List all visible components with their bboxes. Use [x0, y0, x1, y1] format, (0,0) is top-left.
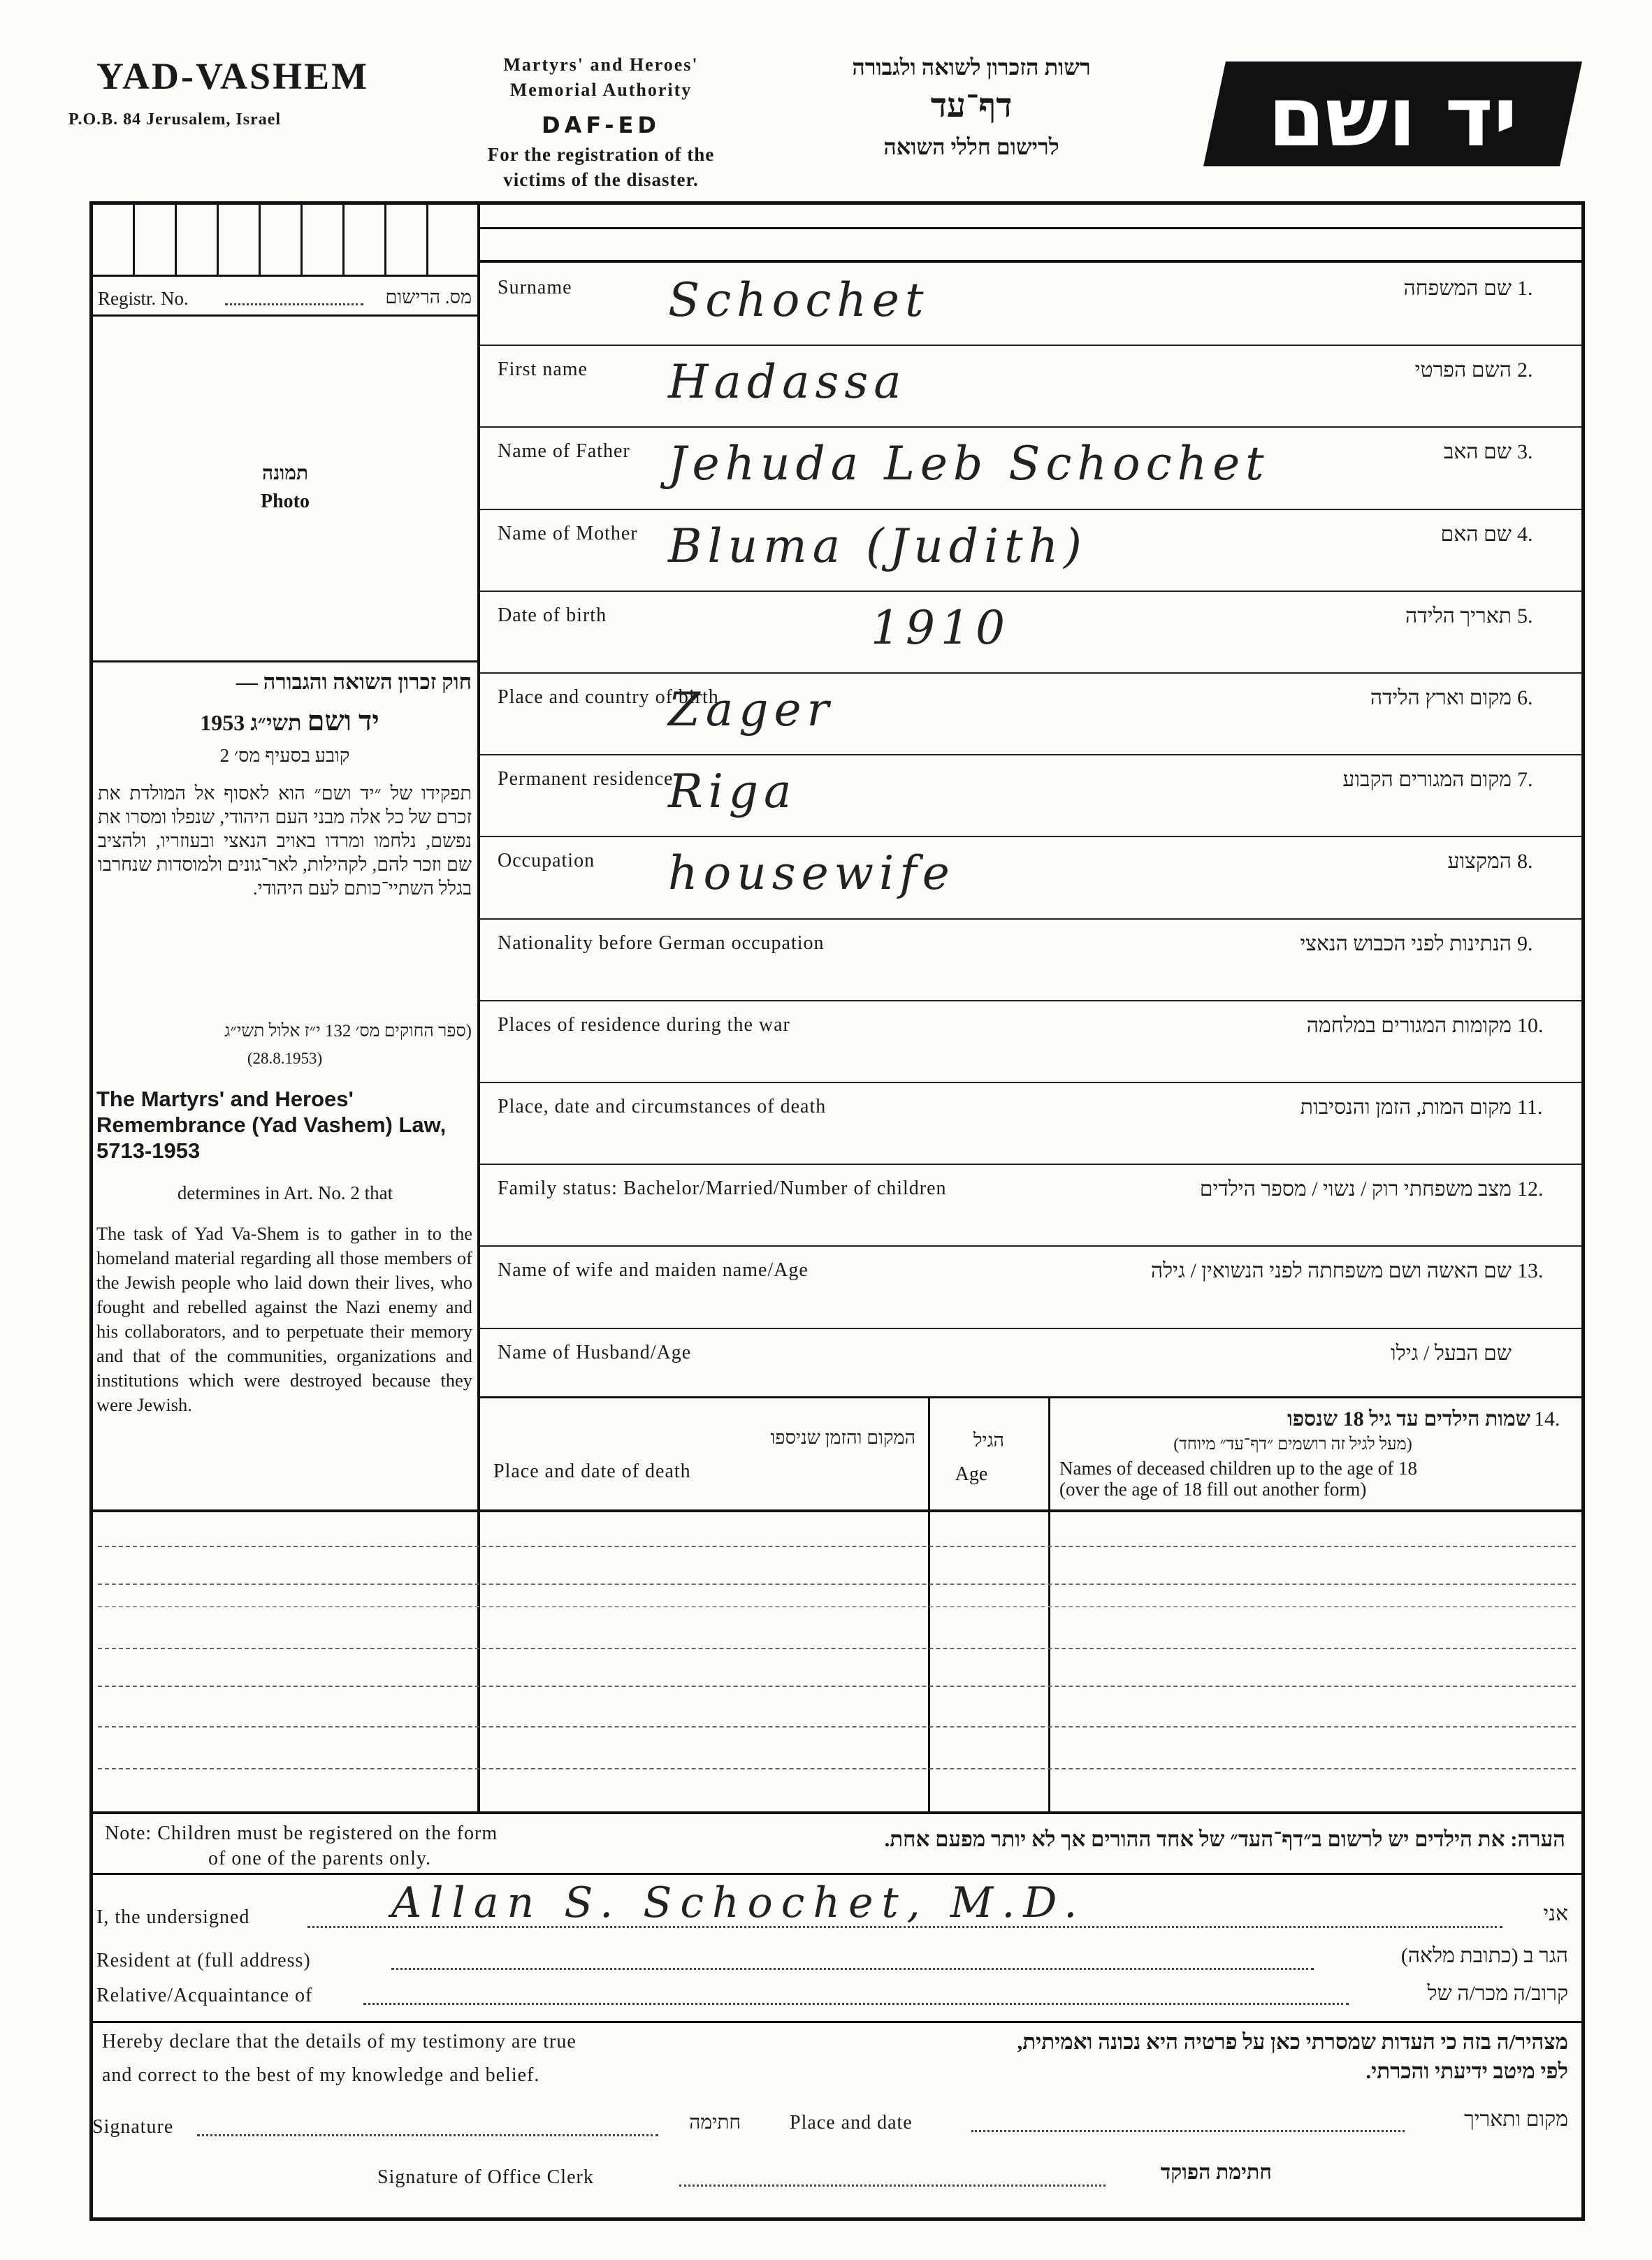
- field-number: 2.: [1517, 358, 1533, 382]
- children-col-age-en: Age: [955, 1463, 988, 1485]
- field-number: 10.: [1517, 1013, 1544, 1037]
- resident-label: Resident at (full address): [96, 1950, 311, 1971]
- law-en-determines: determines in Art. No. 2 that: [177, 1182, 393, 1203]
- purpose-en-1: For the registration of the: [487, 144, 715, 165]
- field-label-he: שם הבעל / גילו: [1391, 1341, 1512, 1365]
- law-he-text: תפקידו של ״יד ושם״ הוא לאסוף אל המולדת את זכרם של כל אלה מבני העם היהודי, שנפלו ומסרו את נפשם, נלחמו ומרדו באויב הנאצי ובעוזריו, ולהציב שם וזכר להם, לקהילות, לאר־גונים ולמוסדות שנחרבו בגלל השתיי־כותם לעם היהודי.: [98, 783, 472, 899]
- law-he-title: חוק זכרון השואה והגבורה —: [236, 669, 472, 694]
- form-name-en: DAF-ED: [542, 112, 660, 138]
- authority-he: רשות הזכרון לשואה ולגבורה: [852, 55, 1091, 80]
- field-row: [479, 1245, 1581, 1328]
- authority-en-2: Memorial Authority: [509, 80, 693, 100]
- field-row: [479, 672, 1581, 755]
- children-col-names-en-1: Names of deceased children up to the age of 18: [1059, 1458, 1418, 1479]
- resident-label-he: הגר ב (כתובת מלאה): [1400, 1944, 1568, 1967]
- field-label-en: Name of wife and maiden name/Age: [498, 1259, 809, 1282]
- field-value[interactable]: Riga: [668, 765, 797, 819]
- field-label-he: השם הפרטי: [1414, 358, 1512, 382]
- declare-en-2: and correct to the best of my knowledge and belief.: [102, 2064, 540, 2086]
- field-label-en: Place and country of birth: [498, 686, 719, 708]
- field-label-en: Surname: [498, 277, 572, 298]
- field-label-he: מקום המגורים הקבוע: [1342, 768, 1512, 792]
- field-value[interactable]: 1910: [871, 600, 1010, 655]
- law-he-name-line: [98, 704, 472, 737]
- field-number: 5.: [1517, 604, 1533, 628]
- declare-he-2: לפי מיטב ידיעתי והכרתי.: [1365, 2059, 1568, 2083]
- field-label-he: תאריך הלידה: [1405, 604, 1512, 628]
- undersigned-label-he: אני: [1543, 1902, 1568, 1925]
- undersigned-value[interactable]: Allan S. Schochet, M.D.: [391, 1878, 1086, 1927]
- declare-en-1: Hereby declare that the details of my testimony are true: [102, 2031, 577, 2052]
- law-he-year: תשי״ג 1953: [200, 710, 302, 735]
- field-label-en: Name of Husband/Age: [498, 1341, 692, 1363]
- field-label-he: שם האם: [1440, 522, 1512, 546]
- children-col-place-he: המקום והזמן שניספו: [770, 1427, 915, 1448]
- field-value[interactable]: housewife: [668, 846, 955, 901]
- children-col-place-en: Place and date of death: [493, 1461, 691, 1482]
- field-value[interactable]: Bluma (Judith): [668, 519, 1087, 573]
- photo-label-he: תמונה: [261, 463, 309, 484]
- registr-no-label-he: מס. הרישום: [385, 287, 472, 307]
- field-label-en: Name of Mother: [498, 522, 638, 544]
- top-box-strip: [93, 205, 479, 277]
- field-value[interactable]: Jehuda Leb Schochet: [668, 437, 1270, 491]
- law-he-section: קובע בסעיף מס׳ 2: [219, 745, 350, 766]
- field-number: 1.: [1517, 277, 1533, 300]
- field-number: 6.: [1517, 686, 1533, 709]
- field-number: 11.: [1517, 1096, 1543, 1119]
- law-en-text: The task of Yad Va-Shem is to gather in to the homeland material regarding all those members of the Jewish people who laid down their lives, who fought and rebelled against the Nazi enemy and his collaborators, and to perpetuate their memory and that of the communities, organizations and institutions which were destroyed because they were Jewish.: [96, 1223, 472, 1415]
- note-en-1: Note: Children must be registered on the form: [105, 1823, 498, 1844]
- law-he-name: יד ושם: [307, 705, 379, 737]
- signature-label: Signature: [92, 2116, 174, 2138]
- purpose-en-2: victims of the disaster.: [503, 169, 699, 190]
- field-number: 12.: [1517, 1178, 1544, 1201]
- field-row: [479, 754, 1581, 837]
- law-en-title: The Martyrs' and Heroes' Remembrance (Yad Vashem) Law, 5713-1953: [96, 1087, 447, 1163]
- field-row: [479, 1164, 1581, 1247]
- field-label-en: First name: [498, 358, 588, 381]
- field-row: [479, 836, 1581, 919]
- children-num: 14.: [1534, 1407, 1560, 1430]
- field-label-en: Nationality before German occupation: [498, 932, 825, 954]
- field-number: 8.: [1517, 850, 1533, 874]
- field-label-en: Places of residence during the war: [498, 1013, 790, 1036]
- form-name-he: דף־עד: [930, 87, 1013, 124]
- field-label-he: מקום המות, הזמן והנסיבות: [1300, 1096, 1512, 1119]
- law-he-ref: (ספר החוקים מס׳ 132 י״ז אלול תשי״ג: [224, 1022, 472, 1041]
- field-row: [479, 345, 1581, 428]
- declare-he-1: מצהיר/ה בזה כי העדות שמסרתי כאן על פרטיה היא נכונה ואמיתית,: [1017, 2029, 1568, 2054]
- purpose-he: לרישום חללי השואה: [883, 134, 1059, 159]
- field-label-he: מקומות המגורים במלחמה: [1306, 1013, 1512, 1037]
- clerk-signature-label: Signature of Office Clerk: [377, 2166, 594, 2188]
- note-he: הערה: את הילדים יש לרשום ב״דף־העד״ של אחד ההורים אך לא יותר מפעם אחת.: [884, 1827, 1565, 1851]
- place-date-label-he: מקום ותאריך: [1463, 2108, 1568, 2131]
- field-value[interactable]: Schochet: [668, 273, 929, 327]
- field-label-en: Place, date and circumstances of death: [498, 1096, 827, 1117]
- field-number: 9.: [1517, 932, 1533, 955]
- clerk-signature-label-he: חתימת הפוקד: [1160, 2161, 1272, 2184]
- field-label-he: מקום וארץ הלידה: [1370, 686, 1512, 709]
- field-label-he: המקצוע: [1447, 850, 1512, 874]
- field-row: [479, 1000, 1581, 1083]
- field-label-en: Name of Father: [498, 440, 630, 463]
- org-title: YAD-VASHEM: [96, 55, 370, 97]
- field-value[interactable]: Hadassa: [668, 355, 907, 410]
- registr-no-label: Registr. No.: [98, 288, 189, 309]
- children-col-names-he: שמות הילדים עד גיל 18 שנספו: [1287, 1407, 1530, 1430]
- field-number: 3.: [1517, 440, 1533, 464]
- field-label-he: שם האב: [1443, 440, 1512, 464]
- children-col-names-en-2: (over the age of 18 fill out another form): [1059, 1479, 1367, 1500]
- field-number: 4.: [1517, 522, 1533, 546]
- children-col-names-he-sub: (מעל לגיל זה רושמים ״דף־עד״ מיוחד): [1173, 1435, 1412, 1454]
- field-row: [479, 263, 1581, 346]
- field-label-he: הנתינות לפני הכבוש הנאצי: [1300, 932, 1512, 955]
- field-label-he: שם המשפחה: [1403, 277, 1512, 300]
- field-label-he: שם האשה ושם משפחתה לפני הנשואין / גילה: [1150, 1259, 1512, 1283]
- photo-label-en: Photo: [261, 491, 310, 512]
- field-label-he: מצב משפחתי רוק / נשוי / מספר הילדים: [1199, 1178, 1512, 1201]
- field-row: [479, 1082, 1581, 1165]
- field-label-en: Occupation: [498, 850, 595, 872]
- relative-label-he: קרוב/ה מכר/ה של: [1427, 1982, 1568, 2005]
- place-date-label: Place and date: [790, 2112, 913, 2134]
- children-col-age-he: הגיל: [973, 1430, 1005, 1451]
- field-number: 7.: [1517, 768, 1533, 792]
- signature-label-he: חתימה: [689, 2112, 741, 2134]
- children-table-top: [479, 1396, 1581, 1398]
- field-label-en: Family status: Bachelor/Married/Number of children: [498, 1178, 947, 1200]
- logo-text: יד ושם: [1268, 68, 1518, 165]
- field-number: 13.: [1517, 1259, 1544, 1283]
- field-row: [479, 918, 1581, 1001]
- note-en-2: of one of the parents only.: [208, 1848, 432, 1869]
- authority-en-1: Martyrs' and Heroes': [503, 55, 699, 75]
- org-address: P.O.B. 84 Jerusalem, Israel: [68, 110, 282, 129]
- field-label-en: Date of birth: [498, 604, 607, 626]
- relative-label: Relative/Acquaintance of: [96, 1985, 313, 2006]
- field-row: [479, 591, 1581, 674]
- field-label-en: Permanent residence: [498, 768, 674, 790]
- field-value[interactable]: Zager: [668, 683, 835, 737]
- undersigned-label: I, the undersigned: [96, 1906, 250, 1928]
- law-he-date: (28.8.1953): [247, 1050, 323, 1067]
